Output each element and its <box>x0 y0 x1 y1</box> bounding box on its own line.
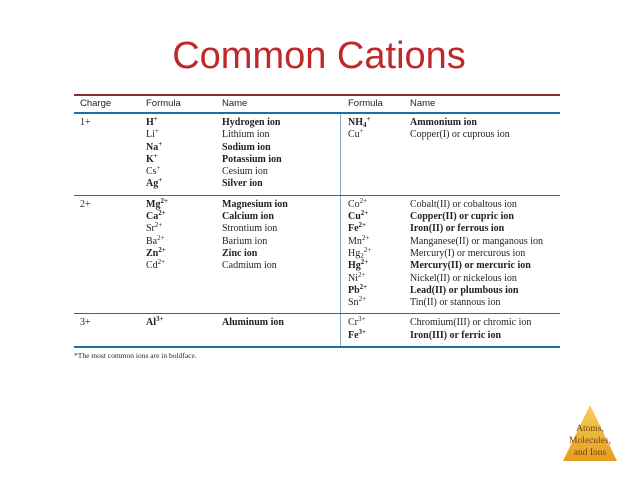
logo-text-line: and Ions <box>573 448 607 458</box>
formula-symbol: K <box>146 153 154 165</box>
formula-symbol: Cu <box>348 211 361 223</box>
section-rule <box>74 346 560 348</box>
ion-name: Aluminum ion <box>222 317 284 329</box>
logo-text-line: Molecules, <box>569 436 611 446</box>
ion-formula <box>348 196 408 211</box>
ion-name: Nickel(II) or nickelous ion <box>410 272 517 284</box>
ion-name: Cesium ion <box>222 166 268 178</box>
formula-symbol: Sn <box>348 297 359 309</box>
formula-charge: 2+ <box>360 209 369 218</box>
ion-formula <box>348 129 408 141</box>
formula-charge: 2+ <box>154 221 163 230</box>
ion-name: Magnesium ion <box>222 198 288 210</box>
slide-title: Common Cations <box>172 35 466 77</box>
formula-symbol: Mg <box>146 198 161 210</box>
ion-formula <box>348 317 408 329</box>
formula-symbol: Co <box>348 198 360 210</box>
formula-charge: 2+ <box>158 245 166 254</box>
formula-symbol: Cd <box>146 260 158 272</box>
formula-charge: 2+ <box>358 295 367 304</box>
ion-name: Mercury(I) or mercurous ion <box>410 247 526 259</box>
formula-symbol: Ca <box>146 211 159 223</box>
ion-name: Strontium ion <box>222 223 278 235</box>
charge-label: 3+ <box>80 317 91 329</box>
formula-symbol: Mn <box>348 235 362 247</box>
formula-charge: 2+ <box>360 258 369 267</box>
ion-formula <box>348 233 408 248</box>
formula-charge: + <box>158 176 163 185</box>
formula-charge: 2+ <box>363 245 372 254</box>
ion-name: Hydrogen ion <box>222 117 281 128</box>
name-column-2 <box>410 317 560 342</box>
ion-name: Silver ion <box>222 178 263 190</box>
formula-subscript: 4 <box>363 121 367 129</box>
charge-section <box>74 114 560 195</box>
table-header <box>74 96 560 112</box>
formula-charge: 2+ <box>157 233 165 242</box>
ion-formula <box>146 233 216 248</box>
ion-name: Mercury(II) or mercuric ion <box>410 260 531 272</box>
ion-formula <box>348 297 408 309</box>
ion-name: Barium ion <box>222 235 268 247</box>
ion-name: Iron(III) or ferric ion <box>410 329 502 341</box>
formula-subscript: 2 <box>360 251 364 260</box>
table-body <box>74 114 560 348</box>
ion-formula <box>146 317 216 329</box>
formula-symbol: Cu <box>348 129 360 141</box>
footnote: *The most common ions are in boldface. <box>74 351 197 361</box>
name-column-2 <box>410 117 560 142</box>
formula-symbol: H <box>146 117 154 128</box>
ion-name: Copper(II) or cupric ion <box>410 211 514 223</box>
formula-charge: 2+ <box>358 221 367 230</box>
formula-column <box>146 117 216 191</box>
formula-charge: 2+ <box>361 233 370 242</box>
ion-name: Copper(I) or cuprous ion <box>410 129 510 141</box>
charge-label: 1+ <box>80 117 91 128</box>
formula-charge: + <box>154 127 159 136</box>
formula-charge: 2+ <box>158 209 166 218</box>
charge-section <box>74 196 560 314</box>
formula-column-2 <box>348 196 408 310</box>
ion-formula <box>348 223 408 235</box>
header-charge: Charge <box>80 98 112 109</box>
cations-table <box>74 94 560 360</box>
formula-charge: + <box>153 151 158 160</box>
formula-symbol: Ni <box>348 272 358 284</box>
formula-column-2 <box>348 317 408 342</box>
name-column <box>222 199 342 273</box>
formula-charge: 2+ <box>160 196 168 205</box>
ion-formula <box>348 211 408 223</box>
ion-formula <box>146 196 216 211</box>
ion-formula <box>348 270 408 285</box>
formula-symbol: Na <box>146 141 159 153</box>
formula-charge: + <box>153 115 158 123</box>
formula-symbol: NH <box>348 117 363 128</box>
ion-name: Chromium(III) or chromic ion <box>410 317 532 329</box>
header-formula: Formula <box>146 98 181 109</box>
ion-name: Ammonium ion <box>410 117 477 128</box>
formula-symbol: Cr <box>348 317 358 329</box>
ion-formula <box>348 282 408 297</box>
formula-charge: 2+ <box>358 270 366 279</box>
name-column-2 <box>410 199 560 310</box>
formula-column-2 <box>348 117 408 142</box>
ion-name: Iron(II) or ferrous ion <box>410 223 505 235</box>
formula-symbol: Fe <box>348 329 359 341</box>
ion-formula <box>146 178 216 190</box>
formula-symbol: Cs <box>146 166 157 178</box>
formula-column <box>146 317 216 329</box>
formula-charge: 3+ <box>156 315 164 324</box>
ion-formula <box>348 260 408 272</box>
ion-name: Zinc ion <box>222 247 258 259</box>
header-formula-2: Formula <box>348 98 383 109</box>
formula-symbol: Pb <box>348 284 360 296</box>
header-name-2: Name <box>410 98 436 109</box>
formula-charge: 2+ <box>157 258 166 267</box>
formula-charge: 3+ <box>358 315 366 324</box>
formula-charge: 2+ <box>359 196 368 205</box>
formula-symbol: Zn <box>146 247 159 259</box>
formula-symbol: Hg <box>348 247 361 259</box>
formula-symbol: Al <box>146 317 156 329</box>
formula-column <box>146 196 216 273</box>
formula-charge: 2+ <box>359 282 368 291</box>
ion-formula <box>348 245 408 260</box>
ion-name: Cadmium ion <box>222 260 277 272</box>
chapter-logo <box>562 404 618 462</box>
formula-charge: + <box>158 139 163 148</box>
formula-symbol: Li <box>146 129 155 141</box>
ion-name: Potassium ion <box>222 153 282 165</box>
charge-section <box>74 314 560 346</box>
formula-charge: 3+ <box>358 327 367 336</box>
ion-name: Manganese(II) or manganous ion <box>410 235 544 247</box>
logo-text <box>562 423 618 459</box>
charge-label: 2+ <box>80 198 91 210</box>
formula-charge: + <box>359 127 364 136</box>
name-column <box>222 117 342 191</box>
ion-name: Tin(II) or stannous ion <box>410 297 501 309</box>
formula-charge: + <box>366 115 371 123</box>
ion-name: Cobalt(II) or cobaltous ion <box>410 198 517 210</box>
ion-formula <box>348 117 408 129</box>
ion-formula <box>146 245 216 260</box>
logo-text-line: Atoms, <box>576 424 604 434</box>
ion-name: Lithium ion <box>222 129 270 141</box>
header-name: Name <box>222 98 248 109</box>
formula-symbol: Fe <box>348 223 359 235</box>
ion-name: Calcium ion <box>222 211 274 223</box>
formula-symbol: Ag <box>146 178 159 190</box>
formula-symbol: Hg <box>348 260 361 272</box>
ion-formula <box>146 166 216 178</box>
name-column <box>222 317 342 329</box>
formula-charge: + <box>156 164 161 173</box>
formula-symbol: Sr <box>146 223 155 235</box>
ion-formula <box>146 129 216 141</box>
ion-formula <box>146 260 216 272</box>
ion-name: Sodium ion <box>222 141 271 153</box>
ion-name: Lead(II) or plumbous ion <box>410 284 519 296</box>
formula-symbol: Ba <box>146 235 158 247</box>
ion-formula <box>348 327 408 342</box>
